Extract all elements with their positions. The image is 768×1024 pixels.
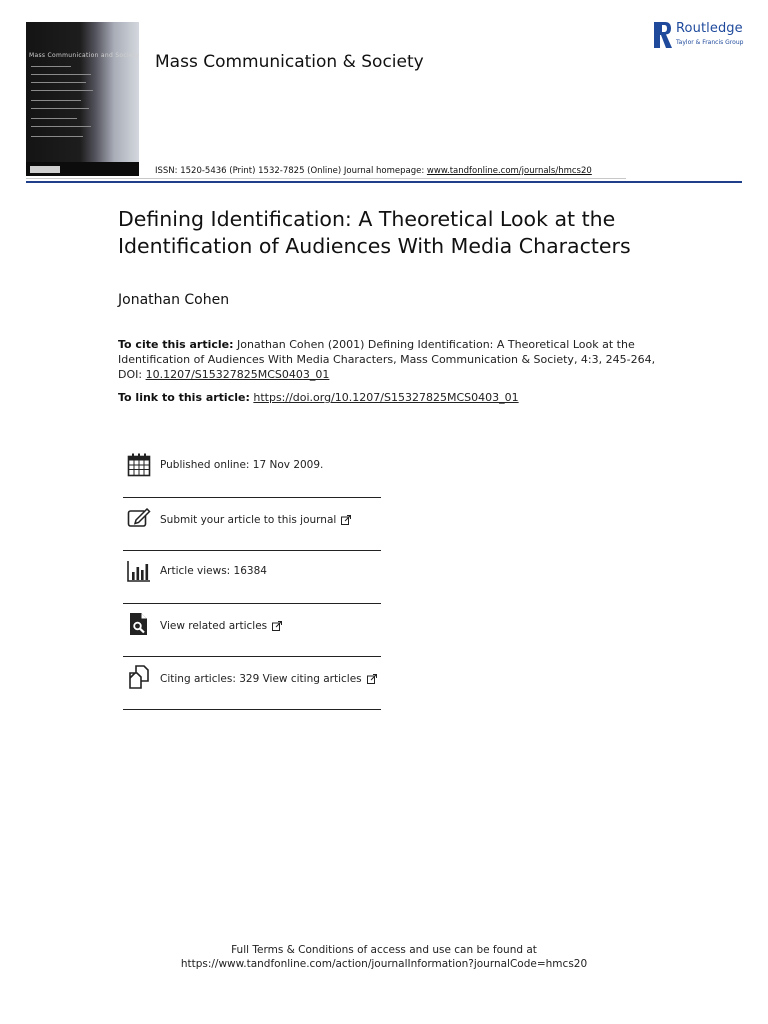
- cover-publisher-logo: [30, 166, 60, 173]
- article-link-line: [118, 391, 519, 404]
- related-articles-label: View related articles: [160, 620, 268, 632]
- external-link-icon: [272, 621, 282, 631]
- article-doi-link[interactable]: https://doi.org/10.1207/S15327825MCS0403_01: [253, 391, 519, 404]
- meta-divider: [123, 656, 381, 657]
- publisher-name: Routledge: [676, 21, 743, 36]
- journal-title: Mass Communication & Society: [155, 52, 424, 72]
- cover-line: [31, 90, 93, 91]
- article-title: Defining Identification: A Theoretical Look at the Identification of Audiences With Media Characters: [118, 207, 631, 258]
- submit-article-label: Submit your article to this journal: [160, 514, 337, 526]
- calendar-icon: [127, 453, 151, 477]
- terms-footer: [0, 943, 768, 971]
- cover-line: [31, 66, 71, 67]
- citation-text: Jonathan Cohen (2001) Defining Identification: A Theoretical Look at the Identification of Audiences With Media Characters, Mass Communication & Society, 4:3, 245-264, DOI:: [118, 338, 656, 381]
- article-views-text: Article views: 16384: [160, 565, 267, 577]
- terms-url[interactable]: https://www.tandfonline.com/action/journalInformation?journalCode=hmcs20: [180, 958, 588, 970]
- published-online-text: Published online: 17 Nov 2009.: [160, 459, 324, 471]
- meta-divider: [123, 497, 381, 498]
- citing-articles-row[interactable]: [123, 664, 381, 694]
- published-online-row: [123, 452, 381, 482]
- article-views-row: [123, 558, 381, 588]
- citation-doi-link[interactable]: 10.1207/S15327825MCS0403_01: [145, 368, 330, 381]
- cover-line: [31, 74, 91, 75]
- document-search-icon: [127, 612, 151, 636]
- publisher-subtitle: Taylor & Francis Group: [676, 39, 744, 46]
- submit-article-row[interactable]: [123, 505, 381, 535]
- cover-title: Mass Communication and Society: [29, 52, 139, 59]
- citation-block: [118, 337, 658, 382]
- meta-divider: [123, 603, 381, 604]
- header-rule: [26, 181, 742, 183]
- article-author: Jonathan Cohen: [118, 292, 230, 308]
- submit-article-link[interactable]: [160, 514, 351, 526]
- journal-cover-image: [26, 22, 139, 176]
- citing-articles-link[interactable]: [160, 673, 377, 685]
- related-articles-row[interactable]: [123, 611, 381, 641]
- header-divider: [26, 178, 626, 179]
- cover-line: [31, 118, 77, 119]
- edit-icon: [127, 506, 151, 530]
- issn-text: ISSN: 1520-5436 (Print) 1532-7825 (Online) Journal homepage:: [155, 166, 427, 176]
- external-link-icon: [341, 515, 351, 525]
- issn-line: [155, 166, 592, 176]
- cover-line: [31, 108, 89, 109]
- bar-chart-icon: [127, 560, 151, 584]
- cover-line: [31, 126, 91, 127]
- external-link-icon: [367, 674, 377, 684]
- journal-homepage-link[interactable]: www.tandfonline.com/journals/hmcs20: [426, 166, 592, 176]
- cover-line: [31, 136, 83, 137]
- related-articles-link[interactable]: [160, 620, 282, 632]
- link-label: To link to this article:: [118, 391, 250, 404]
- cover-line: [31, 82, 86, 83]
- citation-label: To cite this article:: [118, 338, 234, 351]
- citing-articles-label: Citing articles: 329 View citing articles: [160, 673, 362, 685]
- meta-divider: [123, 550, 381, 551]
- cover-line: [31, 100, 81, 101]
- routledge-logo-icon: [654, 22, 672, 48]
- terms-text: Full Terms & Conditions of access and use can be found at: [231, 944, 537, 956]
- copy-documents-icon: [127, 665, 151, 689]
- meta-divider: [123, 709, 381, 710]
